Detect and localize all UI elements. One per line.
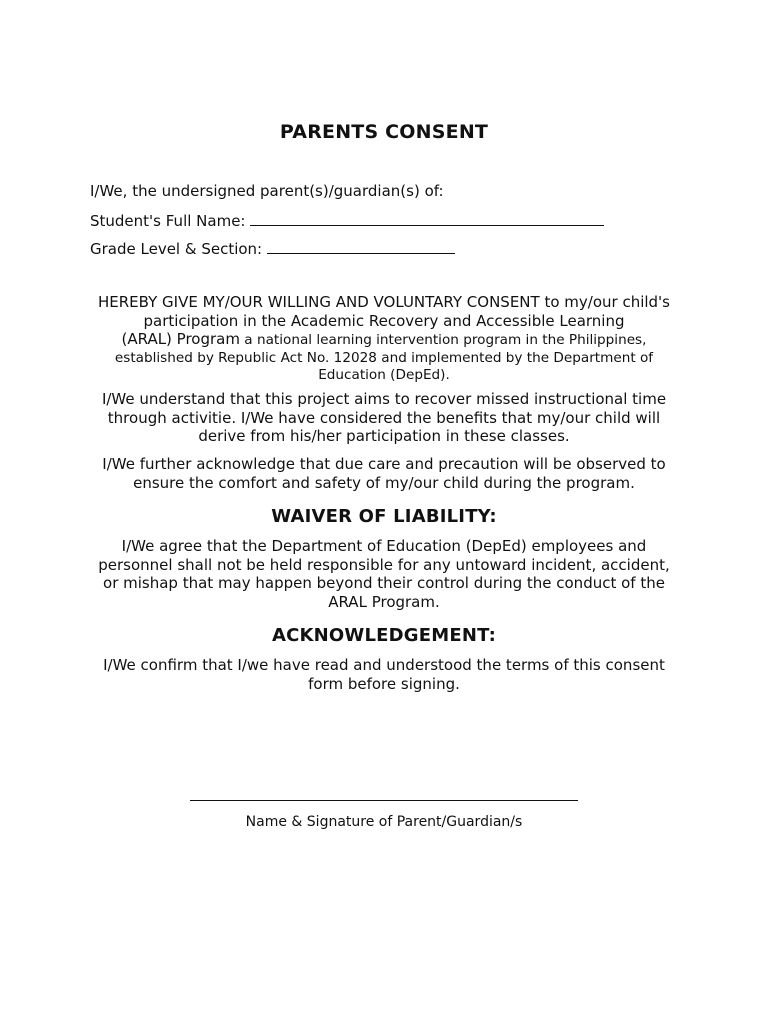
consent-paragraph xyxy=(80,293,688,384)
signature-caption: Name & Signature of Parent/Guardian/s xyxy=(245,814,523,830)
waiver-paragraph: I/We agree that the Department of Education (DepEd) employees and personnel shall not be held responsible for any untoward incident, accident, or mishap that may happen beyond their control during the conduct of the ARAL Program. xyxy=(98,537,670,611)
page-title: PARENTS CONSENT xyxy=(279,121,489,143)
grade-section-blank xyxy=(267,238,455,254)
consent-line-2: participation in the Academic Recovery and Accessible Learning xyxy=(143,311,625,330)
grade-section-label: Grade Level & Section: xyxy=(90,240,263,258)
acknowledgement-heading: ACKNOWLEDGEMENT: xyxy=(271,625,497,646)
student-name-field xyxy=(90,210,604,230)
student-name-label: Student's Full Name: xyxy=(90,212,246,230)
waiver-heading: WAIVER OF LIABILITY: xyxy=(271,506,497,527)
intro-line: I/We, the undersigned parent(s)/guardian(s) of: xyxy=(90,182,444,200)
consent-line-4: established by Republic Act No. 12028 and implemented by the Department of xyxy=(114,349,654,366)
student-name-blank xyxy=(250,210,604,226)
consent-line-3-desc: a national learning intervention program in the Philippines, xyxy=(239,332,647,348)
grade-section-field xyxy=(90,238,455,258)
consent-line-5: Education (DepEd). xyxy=(318,366,450,383)
consent-line-1: HEREBY GIVE MY/OUR WILLING AND VOLUNTARY CONSENT to my/our child's xyxy=(97,293,670,311)
consent-line-3-program: (ARAL) Program xyxy=(121,330,240,348)
understand-paragraph: I/We understand that this project aims to recover missed instructional time through activitie. I/We have considered the benefits that my/our child will derive from his/her participation in these classes. xyxy=(101,390,667,445)
consent-line-3 xyxy=(80,330,688,350)
acknowledgement-paragraph: I/We confirm that I/we have read and understood the terms of this consent form before signing. xyxy=(103,656,665,693)
signature-line xyxy=(190,800,578,801)
acknowledge-paragraph: I/We further acknowledge that due care and precaution will be observed to ensure the comfort and safety of my/our child during the program. xyxy=(102,455,666,492)
